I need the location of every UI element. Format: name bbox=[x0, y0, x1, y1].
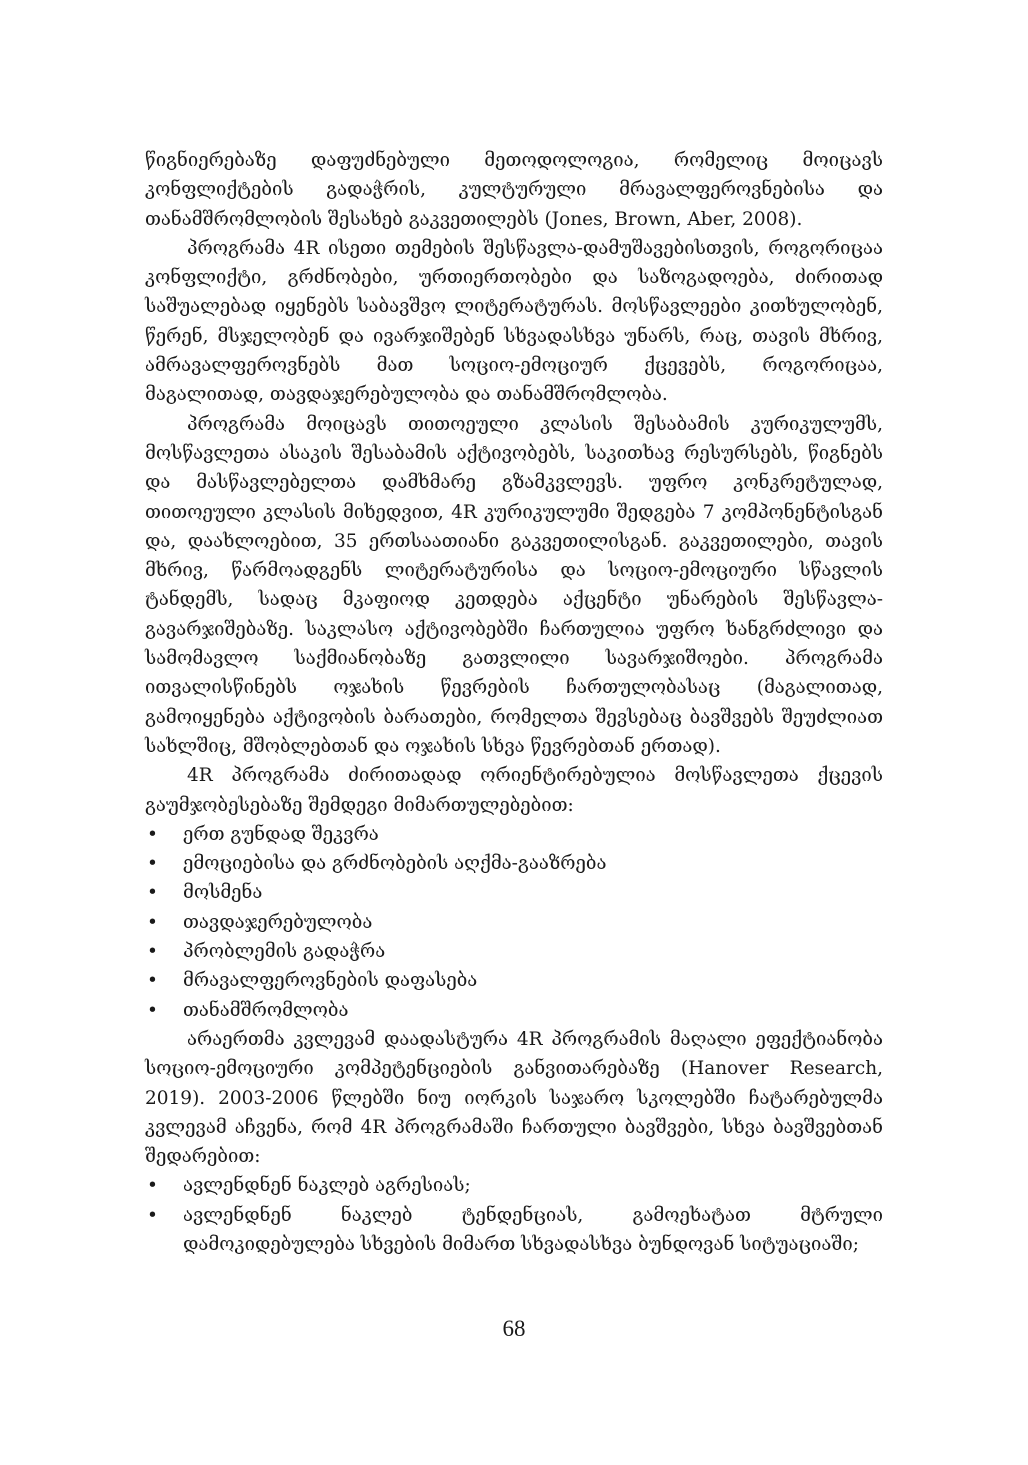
paragraph-4: 4R პროგრამა ძირითადად ორიენტირებულია მოსწავლეთა ქცევის გაუმჯობესებაზე შემდეგი მიმართულებებით: bbox=[145, 765, 883, 816]
list-item-text: პრობლემის გადაჭრა bbox=[183, 941, 386, 963]
list-item-text: თანამშრომლობა bbox=[183, 999, 349, 1021]
bullet-icon: • bbox=[147, 1175, 158, 1197]
list-item-text: ავლენდნენ ნაკლებ ტენდენციას, გამოეხატათ მტრული დამოკიდებულება სხვების მიმართ სხვადასხვა ბუნდოვან სიტუაციაში; bbox=[183, 1204, 883, 1255]
bullet-icon: • bbox=[147, 970, 158, 992]
paragraph-1: წიგნიერებაზე დაფუძნებული მეთოდოლოგია, რომელიც მოიცავს კონფლიქტების გადაჭრის, კულტურული მრავალფეროვნებისა და თანამშრომლობის შესახებ გაკვეთილებს (Jones, Brown, Aber, 2008). bbox=[145, 150, 883, 230]
paragraph-2: პროგრამა 4R ისეთი თემების შესწავლა-დამუშავებისთვის, როგორიცაა კონფლიქტი, გრძნობები, ურთიერთობები და საზოგადოება, ძირითად საშუალებად იყენებს საბავშვო ლიტერატურას. მოსწავლეები კითხულობენ, წერენ, მსჯელობენ და ივარჯიშებენ სხვადასხვა უნარს, რაც, თავის მხრივ, ამრავალფეროვნებს მათ სოციო-ემოციურ ქცევებს, როგორიცაა, მაგალითად, თავდაჯერებულობა და თანამშრომლობა. bbox=[145, 237, 883, 406]
list-item bbox=[145, 849, 883, 878]
list-item-text: მოსმენა bbox=[183, 882, 263, 904]
bullet-icon: • bbox=[147, 941, 158, 963]
bullet-icon: • bbox=[147, 999, 158, 1021]
paragraph-3: პროგრამა მოიცავს თითოეული კლასის შესაბამის კურიკულუმს, მოსწავლეთა ასაკის შესაბამის აქტივობებს, საკითხავ რესურსებს, წიგნებს და მასწავლებელთა დამხმარე გზამკვლევს. უფრო კონკრეტულად, თითოეული კლასის მიხედვით, 4R კურიკულუმი შედგება 7 კომპონენტისგან და, დაახლოებით, 35 ერთსაათიანი გაკვეთილისგან. გაკვეთილები, თავის მხრივ, წარმოადგენს ლიტერატურისა და სოციო-ემოციური სწავლის ტანდემს, სადაც მკაფიოდ კეთდება აქცენტი უნარების შესწავლა-გავარჯიშებაზე. საკლასო აქტივობებში ჩართულია უფრო ხანგრძლივი და სამომავლო საქმიანობაზე გათვლილი სავარჯიშოები. პროგრამა ითვალისწინებს ოჯახის წევრების ჩართულობასაც (მაგალითად, გამოიყენება აქტივობის ბარათები, რომელთა შევსებაც ბავშვებს შეუძლიათ სახლშიც, მშობლებთან და ოჯახის სხვა წევრებთან ერთად). bbox=[145, 413, 883, 757]
list-item-text: ემოციებისა და გრძნობების აღქმა-გააზრება bbox=[183, 853, 607, 875]
paragraph-5: არაერთმა კვლევამ დაადასტურა 4R პროგრამის მაღალი ეფექტიანობა სოციო-ემოციური კომპეტენციების განვითარებაზე (Hanover Research, 2019). 2003-2006 წლებში ნიუ იორკის საჯარო სკოლებში ჩატარებულმა კვლევამ აჩვენა, რომ 4R პროგრამაში ჩართული ბავშვები, სხვა ბავშვებთან შედარებით: bbox=[145, 1028, 883, 1168]
bullet-icon: • bbox=[147, 823, 158, 845]
list-item bbox=[145, 878, 883, 907]
page-number: 68 bbox=[502, 1316, 526, 1341]
bullet-icon: • bbox=[147, 911, 158, 933]
list-item bbox=[145, 1171, 883, 1200]
list-item-text: თავდაჯერებულობა bbox=[183, 911, 373, 933]
list-item bbox=[145, 908, 883, 937]
list-item bbox=[145, 996, 883, 1025]
list-item-text: ერთ გუნდად შეკვრა bbox=[183, 823, 379, 845]
bullet-icon: • bbox=[147, 882, 158, 904]
bullet-list-directions bbox=[145, 820, 883, 1025]
bullet-list-findings bbox=[145, 1171, 883, 1259]
list-item bbox=[145, 1201, 883, 1260]
body-text bbox=[145, 146, 883, 1259]
list-item-text: ავლენდნენ ნაკლებ აგრესიას; bbox=[183, 1175, 471, 1197]
list-item bbox=[145, 820, 883, 849]
list-item-text: მრავალფეროვნების დაფასება bbox=[183, 970, 478, 992]
bullet-icon: • bbox=[147, 1204, 158, 1226]
bullet-icon: • bbox=[147, 853, 158, 875]
list-item bbox=[145, 966, 883, 995]
list-item bbox=[145, 937, 883, 966]
